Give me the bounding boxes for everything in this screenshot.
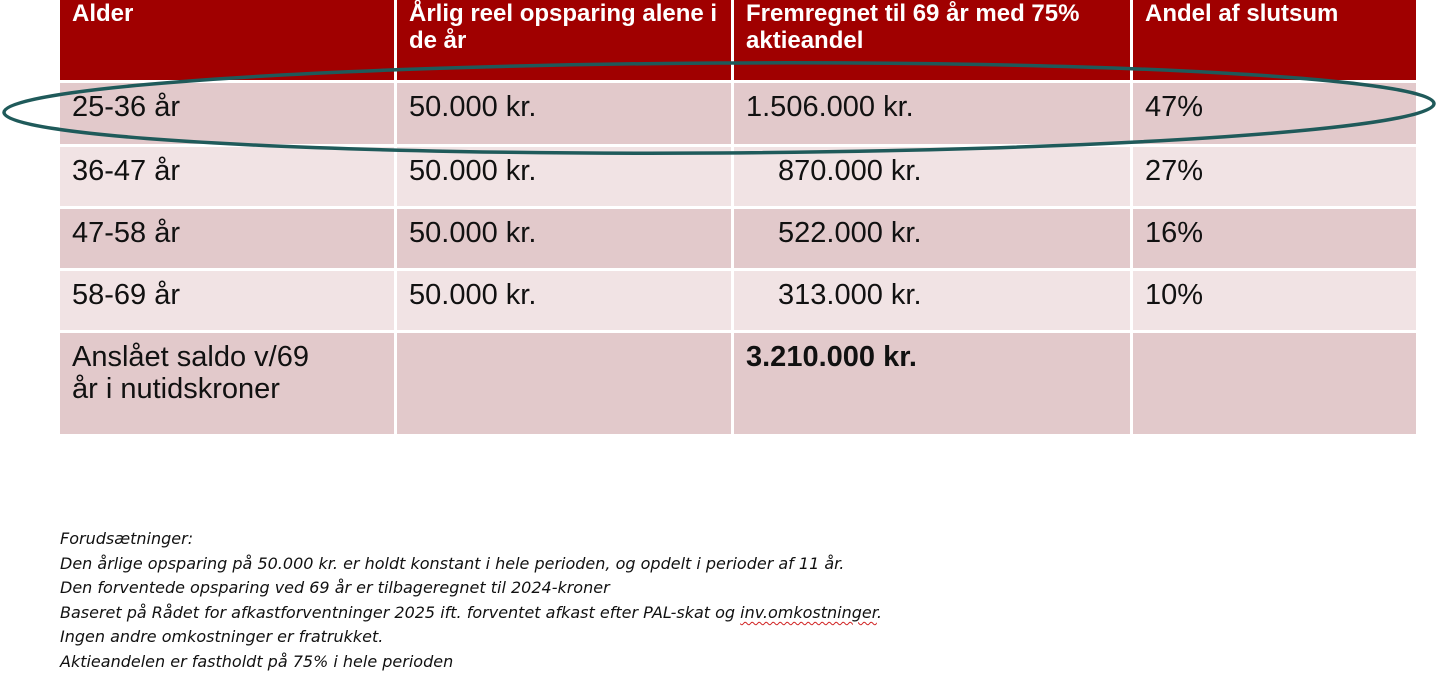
notes-line-with-flag (60, 601, 1260, 626)
notes-heading: Forudsætninger: (60, 529, 194, 548)
header-age: Alder (60, 0, 397, 80)
table-header-row (60, 0, 1416, 80)
annual-cell: 50.000 kr. (397, 206, 734, 268)
share-cell: 16% (1133, 206, 1416, 268)
annual-cell: 50.000 kr. (397, 80, 734, 144)
projected-cell: 313.000 kr. (734, 268, 1133, 330)
projected-cell: 1.506.000 kr. (734, 80, 1133, 144)
savings-table (60, 0, 1416, 434)
notes-line: Ingen andre omkostninger er fratrukket. (60, 627, 384, 647)
header-share-of-total: Andel af slutsum (1133, 0, 1416, 80)
total-label-line1: Anslået saldo v/69 (72, 341, 309, 373)
annual-cell: 50.000 kr. (397, 268, 734, 330)
header-projected-value: Fremregnet til 69 år med 75% aktieandel (734, 0, 1133, 80)
annual-cell: 50.000 kr. (397, 144, 734, 206)
table-row (60, 144, 1416, 206)
notes-line: Den årlige opsparing på 50.000 kr. er holdt konstant i hele perioden, og opdelt i perioder af 11 år. (60, 553, 845, 573)
total-label-line2: år i nutidskroner (72, 373, 280, 405)
age-cell: 47-58 år (60, 206, 397, 268)
notes-line-suffix: . (876, 602, 882, 622)
total-row (60, 330, 1416, 434)
assumptions-notes (60, 527, 1260, 675)
total-label-cell (60, 330, 397, 434)
total-projected-cell: 3.210.000 kr. (734, 330, 1133, 434)
notes-line: Aktieandelen er fastholdt på 75% i hele perioden (60, 651, 454, 671)
table-row (60, 80, 1416, 144)
share-cell: 47% (1133, 80, 1416, 144)
header-annual-saving: Årlig reel opsparing alene i de år (397, 0, 734, 80)
share-cell: 27% (1133, 144, 1416, 206)
age-cell: 25-36 år (60, 80, 397, 144)
notes-line-prefix: Baseret på Rådet for afkastforventninger 2025 ift. forventet afkast efter PAL-skat og (60, 602, 741, 622)
table-row (60, 268, 1416, 330)
projected-cell: 522.000 kr. (734, 206, 1133, 268)
total-annual-cell (397, 330, 734, 434)
total-share-cell (1133, 330, 1416, 434)
projected-cell: 870.000 kr. (734, 144, 1133, 206)
age-cell: 36-47 år (60, 144, 397, 206)
spellcheck-flagged-word: inv.omkostninger (740, 602, 877, 622)
age-cell: 58-69 år (60, 268, 397, 330)
notes-line: Den forventede opsparing ved 69 år er tilbageregnet til 2024-kroner (60, 578, 610, 598)
share-cell: 10% (1133, 268, 1416, 330)
table-row (60, 206, 1416, 268)
